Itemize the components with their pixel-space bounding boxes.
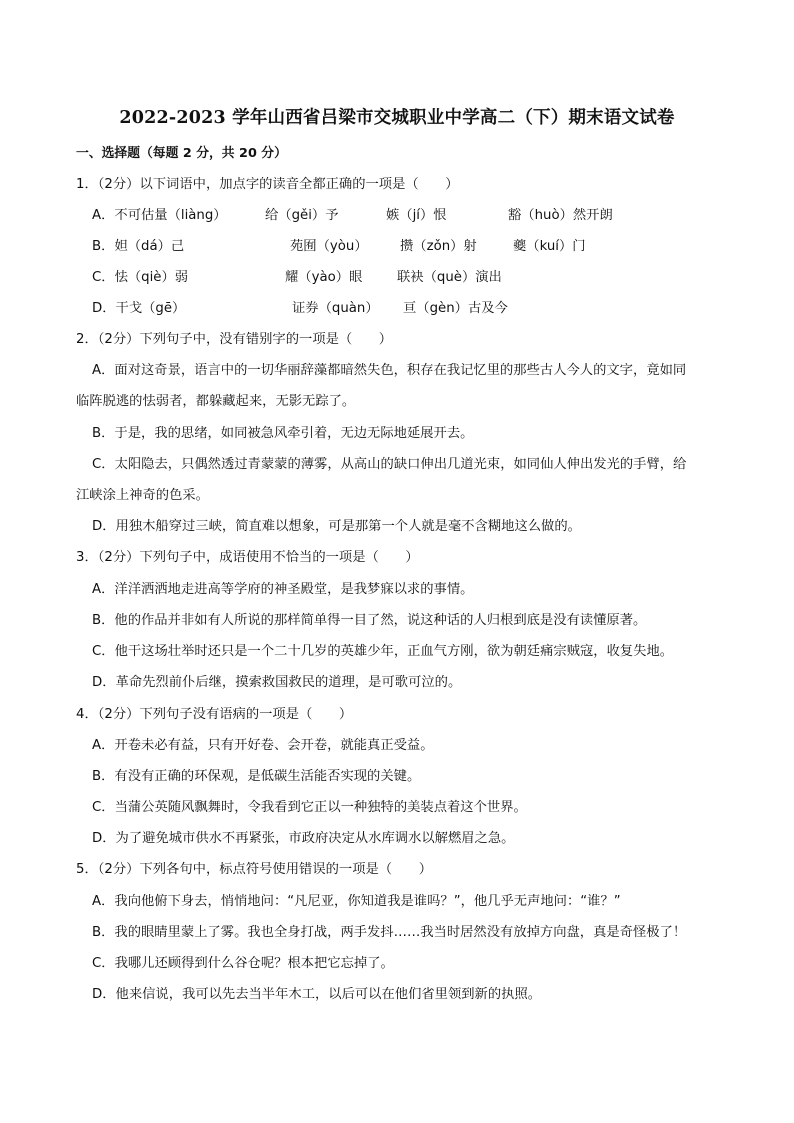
q1-option-a-1: A．不可估量（liàng）: [92, 208, 227, 223]
q5-option-b: B．我的眼睛里蒙上了雾。我也全身打战，两手发抖……我当时居然没有放掉方向盘，真是奇怪极了！: [92, 925, 687, 940]
q1-option-a-2: 给（gěi）予: [265, 208, 339, 223]
q1-option-b-2: 苑囿（yòu）: [290, 239, 368, 254]
exam-title: 2022-2023 学年山西省吕梁市交城职业中学高二（下）期末语文试卷: [119, 108, 675, 128]
section-heading: 一、选择题（每题 2 分，共 20 分）: [76, 146, 287, 161]
q1-option-c-3: 联袂（què）演出: [397, 270, 502, 285]
q2-option-a-line1: A．面对这奇景，语言中的一切华丽辞藻都暗然失色，积存在我记忆里的那些古人今人的文字，竟如同: [92, 363, 687, 378]
q2-stem: 2．（2分）下列句子中，没有错别字的一项是（ ）: [76, 332, 393, 347]
q3-option-a: A．洋洋洒洒地走进高等学府的神圣殿堂，是我梦寐以求的事情。: [92, 582, 474, 597]
q1-option-a-3: 嫉（jí）恨: [386, 208, 447, 223]
q1-option-c-1: C．怯（qiè）弱: [92, 270, 189, 285]
q3-stem: 3．（2分）下列句子中，成语使用不恰当的一项是（ ）: [76, 550, 419, 565]
q2-option-c-line1: C．太阳隐去，只偶然透过青蒙蒙的薄雾，从高山的缺口伸出几道光束，如同仙人伸出发光的手臂，给: [92, 457, 687, 472]
q2-option-d: D．用独木船穿过三峡，简直难以想象，可是那第一个人就是毫不含糊地这么做的。: [92, 519, 581, 534]
q4-stem: 4．（2分）下列句子没有语病的一项是（ ）: [76, 707, 353, 722]
q2-option-c-line2: 江峡涂上神奇的色采。: [76, 488, 209, 503]
q3-option-d: D．革命先烈前仆后继，摸索救国救民的道理，是可歌可泣的。: [92, 675, 462, 690]
q5-option-c: C．我哪儿还顾得到什么谷仓呢？根本把它忘掉了。: [92, 956, 394, 971]
q1-option-b-1: B．妲（dá）己: [92, 239, 185, 254]
q1-option-c-2: 耀（yào）眼: [285, 270, 363, 285]
q5-option-a: A．我向他俯下身去，悄悄地问：“凡尼亚，你知道我是谁吗？”，他几乎无声地问：“谁？”: [92, 894, 621, 909]
q1-option-b-3: 攒（zǒn）射: [400, 239, 477, 254]
q1-option-a-4: 豁（huò）然开朗: [508, 208, 613, 223]
q1-option-b-4: 夔（kuí）门: [513, 239, 586, 254]
q5-option-d: D．他来信说，我可以先去当半年木工，以后可以在他们省里领到新的执照。: [92, 987, 542, 1002]
q2-option-b: B．于是，我的思绪，如同被急风牵引着，无边无际地延展开去。: [92, 426, 474, 441]
q1-stem: 1．（2分）以下词语中，加点字的读音全都正确的一项是（ ）: [76, 177, 459, 192]
q4-option-b: B．有没有正确的环保观，是低碳生活能否实现的关键。: [92, 769, 421, 784]
q5-stem: 5．（2分）下列各句中，标点符号使用错误的一项是（ ）: [76, 862, 432, 877]
q1-option-d-2: 证券（quàn）: [292, 301, 379, 316]
q1-option-d-3: 亘（gèn）古及今: [403, 301, 508, 316]
q4-option-c: C．当蒲公英随风飘舞时，令我看到它正以一种独特的美装点着这个世界。: [92, 800, 527, 815]
q4-option-a: A．开卷未必有益，只有开好卷、会开卷，就能真正受益。: [92, 738, 434, 753]
q2-option-a-line2: 临阵脱逃的怯弱者，都躲藏起来，无影无踪了。: [76, 394, 356, 409]
q4-option-d: D．为了避免城市供水不再紧张，市政府决定从水库调水以解燃眉之急。: [92, 831, 515, 846]
q3-option-c: C．他干这场壮举时还只是一个二十几岁的英雄少年，正血气方刚，欲为朝廷痛宗贼寇，收复失地。: [92, 644, 674, 659]
q1-option-d-1: D．干戈（gē）: [92, 301, 186, 316]
q3-option-b: B．他的作品并非如有人所说的那样简单得一目了然，说这种话的人归根到底是没有读懂原著。: [92, 613, 647, 628]
